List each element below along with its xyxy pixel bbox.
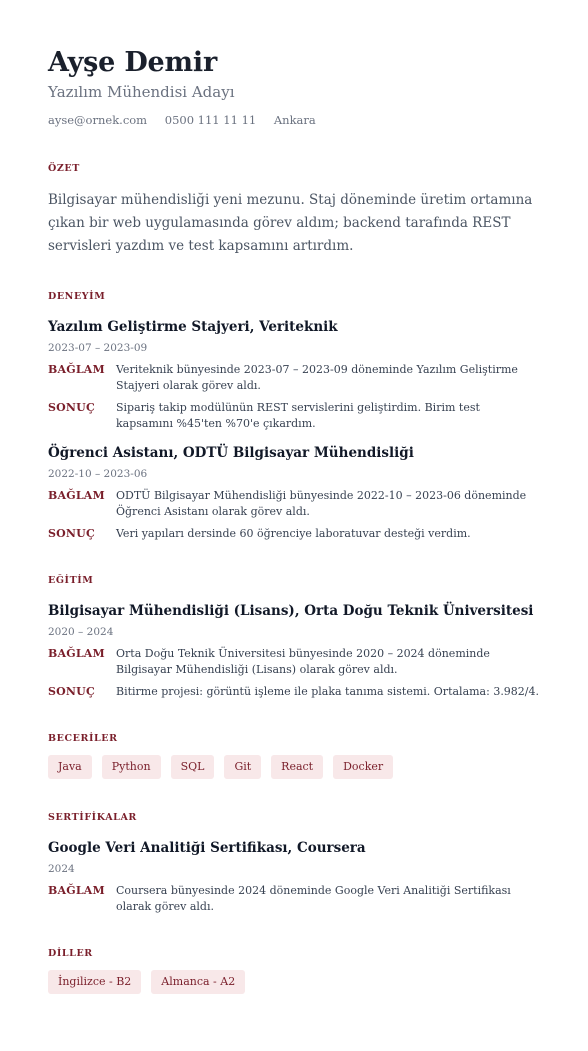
section-heading-education: EĞİTİM [48,575,94,586]
skills-section [48,733,540,779]
context-row [48,883,540,915]
context-row [48,646,540,678]
result-row [48,400,540,432]
result-text: Bitirme projesi: görüntü işleme ile plaka tanıma sistemi. Ortalama: 3.982/4. [116,685,540,698]
result-row [48,684,540,700]
education-entry [48,602,540,700]
experience-entry [48,318,540,432]
skills-tags [48,755,540,779]
language-tag: İngilizce - B2 [48,970,141,994]
result-label: SONUÇ [48,685,95,698]
context-row [48,488,540,520]
entry-title: Öğrenci Asistanı, ODTÜ Bilgisayar Mühendisliği [48,445,414,461]
contact-phone: 0500 111 11 11 [164,113,257,127]
entry-date: 2022-10 – 2023-06 [48,468,148,480]
skill-tag: Java [48,755,92,779]
experience-entry [48,444,540,542]
context-text: Orta Doğu Teknik Üniversitesi bünyesinde 2020 – 2024 döneminde Bilgisayar Mühendisliği (Lisans) olarak görev aldı. [116,647,490,676]
result-text: Veri yapıları dersinde 60 öğrenciye laboratuvar desteği verdim. [116,527,471,540]
context-text: ODTÜ Bilgisayar Mühendisliği bünyesinde 2022-10 – 2023-06 döneminde Öğrenci Asistanı olarak görev aldı. [116,489,527,518]
context-label: BAĞLAM [48,884,105,897]
context-text: Veriteknik bünyesinde 2023-07 – 2023-09 döneminde Yazılım Geliştirme Stajyeri olarak görev aldı. [116,363,518,392]
resume-header [48,46,540,128]
result-row [48,526,540,542]
certification-entry [48,839,540,915]
context-label: BAĞLAM [48,363,105,376]
certifications-section [48,812,540,915]
section-heading-skills: BECERİLER [48,733,118,744]
candidate-name: Ayşe Demir [48,47,217,78]
skill-tag: React [271,755,323,779]
skill-tag: Docker [333,755,393,779]
section-heading-certifications: SERTİFİKALAR [48,812,137,823]
entry-date: 2020 – 2024 [48,626,114,638]
skill-tag: SQL [171,755,215,779]
contact-line [48,112,540,128]
result-label: SONUÇ [48,401,95,414]
entry-title: Bilgisayar Mühendisliği (Lisans), Orta Doğu Teknik Üniversitesi [48,603,534,619]
languages-tags [48,970,540,994]
context-row [48,362,540,394]
entry-title: Google Veri Analitiği Sertifikası, Coursera [48,840,366,856]
contact-email: ayse@ornek.com [48,113,148,127]
entry-date: 2024 [48,863,75,875]
context-label: BAĞLAM [48,647,105,660]
languages-section [48,948,540,994]
context-text: Coursera bünyesinde 2024 döneminde Google Veri Analitiği Sertifikası olarak görev aldı. [116,884,511,913]
contact-city: Ankara [273,113,316,127]
result-label: SONUÇ [48,527,95,540]
entry-title: Yazılım Geliştirme Stajyeri, Veriteknik [48,319,338,335]
section-heading-languages: DİLLER [48,948,93,959]
summary-text: Bilgisayar mühendisliği yeni mezunu. Staj döneminde üretim ortamına çıkan bir web uygulamasında görev aldım; backend tarafında REST servisleri yazdım ve test kapsamını artırdım. [48,192,533,254]
candidate-title: Yazılım Mühendisi Adayı [48,83,235,101]
education-section [48,575,540,700]
entry-date: 2023-07 – 2023-09 [48,342,148,354]
result-text: Sipariş takip modülünün REST servislerini geliştirdim. Birim test kapsamını %45'ten %70'e çıkardım. [116,401,480,430]
skill-tag: Git [224,755,261,779]
section-heading-experience: DENEYİM [48,291,106,302]
context-label: BAĞLAM [48,489,105,502]
experience-section [48,291,540,542]
skill-tag: Python [102,755,161,779]
summary-section [48,163,540,258]
language-tag: Almanca - A2 [151,970,245,994]
section-heading-summary: ÖZET [48,163,80,174]
